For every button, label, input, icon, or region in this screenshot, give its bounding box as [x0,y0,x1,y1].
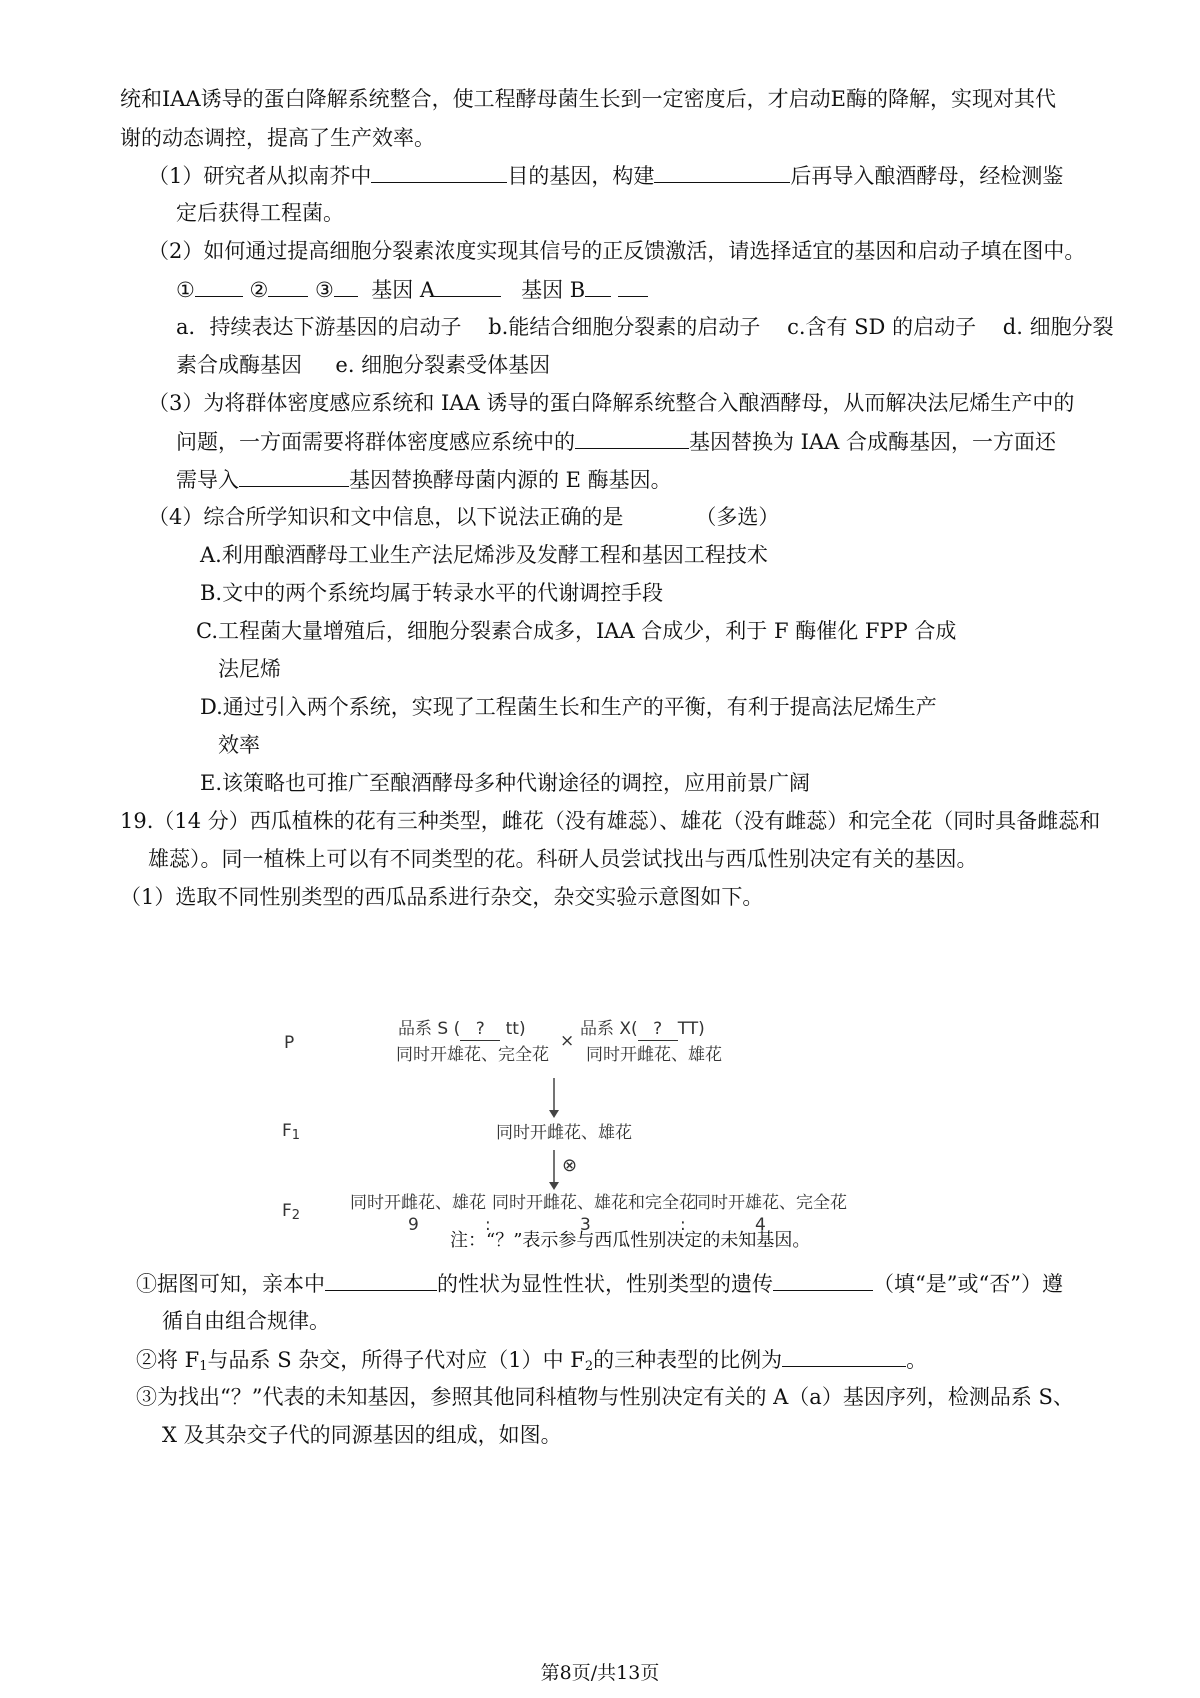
q1-line [148,160,1063,191]
diagram-note: 注：“？”表示参与西瓜性别决定的未知基因。 [450,1230,811,1251]
parent-s-phenotype: 同时开雄花、完全花 [396,1045,549,1065]
self-cross-icon: ⊗ [562,1155,578,1176]
cross-symbol: × [560,1031,575,1051]
parent-x-genotype: 品系 X( ? TT) [580,1019,705,1039]
q2-blank-3-label: ③ [315,278,334,302]
generation-p-label: P [284,1033,295,1053]
parent-s-genotype: 品系 S ( ? tt) [398,1019,526,1039]
q2-gene-b-label: 基因 B [521,278,586,302]
diagram-arrows [290,1000,930,1218]
q1-text-a: （1）研究者从拟南芥中 [148,164,372,188]
q4-option-d-cont: 效率 [218,733,260,757]
q4-option-d: D.通过引入两个系统，实现了工程菌生长和生产的平衡，有利于提高法尼烯生产 [200,695,937,719]
page-number: 第8页/共13页 [540,1662,660,1684]
q2-blank-2[interactable] [268,274,308,297]
q2-option-b: b.能结合细胞分裂素的启动子 [488,315,761,339]
f2-ratio-2: 3 [580,1215,591,1235]
cross-diagram [282,1000,930,1235]
q2-options-line-1 [176,312,1114,342]
q3-line-3 [176,464,672,495]
q19-item-1: ①据图可知，亲本中 的性状为显性性状，性别类型的遗传 （填“是”或“否”）遵 [136,1268,1063,1299]
q3-text-c: 需导入 [176,468,239,492]
q1-text-c: 后再导入酿酒酵母，经检测鉴 [790,164,1064,188]
q4-stem-text: （4）综合所学知识和文中信息，以下说法正确的是 [148,505,624,529]
generation-f1-label: $F_1$ [282,1121,301,1143]
q19-item-1-cont: 循自由组合规律。 [162,1309,330,1333]
q4-multi-label: （多选） [695,505,780,529]
ratio-colon-2: : [680,1215,686,1235]
q19-item-3: ③为找出“？”代表的未知基因，参照其他同科植物与性别决定有关的 A（a）基因序列，检测品系 S、 [136,1385,1074,1409]
q4-stem [148,502,779,532]
q1-blank-1[interactable] [371,160,507,183]
intro-line-2: 谢的动态调控，提高了生产效率。 [120,126,435,150]
q3-line-1: （3）为将群体密度感应系统和 IAA 诱导的蛋白降解系统整合入酿酒酵母，从而解决法尼烯生产中的 [148,391,1075,415]
arrow-p-to-f1-head [549,1110,559,1118]
q2-option-c: c.含有 SD 的启动子 [787,315,977,339]
q3-blank-1[interactable] [575,426,689,449]
q3-text-b: 基因替换为 IAA 合成酶基因，一方面还 [689,430,1056,454]
q2-gene-b-blank-2[interactable] [618,274,648,297]
q2-question: （2）如何通过提高细胞分裂素浓度实现其信号的正反馈激活，请选择适宜的基因和启动子填在图中。 [148,239,1086,263]
q2-gene-a-label: 基因 A [371,278,436,302]
f2-phenotype-3: 同时开雄花、完全花 [694,1193,847,1213]
q2-blank-2-label: ② [249,278,269,302]
ratio-colon-1: : [485,1215,491,1235]
q1-text-b: 目的基因，构建 [507,164,655,188]
q2-option-d-cont: 素合成酶基因 [176,353,302,377]
q19-item-3-cont: X 及其杂交子代的同源基因的组成，如图。 [162,1423,562,1447]
parent-x-phenotype: 同时开雌花、雄花 [586,1045,722,1065]
f1-phenotype: 同时开雌花、雄花 [496,1123,632,1143]
q2-gene-a-blank[interactable] [435,274,501,297]
q1-line-cont: 定后获得工程菌。 [176,201,344,225]
q3-line-2 [176,426,1056,457]
f2-phenotype-1: 同时开雌花、雄花 [350,1193,486,1213]
q2-option-d: d. 细胞分裂 [1002,315,1114,339]
q2-blank-3[interactable] [334,274,358,297]
q2-blank-1-label: ① [176,278,195,302]
q19-item-1-blank-1[interactable] [325,1268,437,1291]
q3-text-a: 问题，一方面需要将群体密度感应系统中的 [176,430,575,454]
q4-option-e: E.该策略也可推广至酿酒酵母多种代谢途径的调控，应用前景广阔 [200,771,811,795]
generation-f2-label: $F_2$ [282,1201,301,1223]
q19-sub-1: （1）选取不同性别类型的西瓜品系进行杂交，杂交实验示意图如下。 [120,885,764,909]
q19-line-1: 19.（14 分）西瓜植株的花有三种类型，雌花（没有雄蕊）、雄花（没有雌蕊）和完全花（同时具备雌蕊和 [120,809,1101,833]
q2-blanks-line [176,274,648,305]
f2-ratio-1: 9 [408,1215,419,1235]
q19-item-2: ②将 $F_1$与品系 S 杂交，所得子代对应（1）中 $F_2$的三种表型的比例为 。 [136,1344,927,1382]
f2-ratio-3: 4 [755,1215,766,1235]
intro-line-1: 统和IAA诱导的蛋白降解系统整合，使工程酵母菌生长到一定密度后，才启动E酶的降解，实现对其代 [120,87,1056,111]
q2-option-e: e. 细胞分裂素受体基因 [335,353,551,377]
q2-options-line-2 [176,350,550,380]
q4-option-b: B.文中的两个系统均属于转录水平的代谢调控手段 [200,581,664,605]
q19-item-2-blank[interactable] [782,1344,906,1367]
f2-phenotype-2: 同时开雌花、雄花和完全花 [492,1193,696,1213]
q2-blank-1[interactable] [195,274,243,297]
q4-option-c-cont: 法尼烯 [218,657,281,681]
arrow-f1-to-f2-head [549,1182,559,1190]
q1-blank-2[interactable] [654,160,790,183]
q4-option-a: A.利用酿酒酵母工业生产法尼烯涉及发酵工程和基因工程技术 [200,543,768,567]
q4-option-c: C.工程菌大量增殖后，细胞分裂素合成多，IAA 合成少，利于 F 酶催化 FPP 合成 [196,619,957,643]
q19-item-1-blank-2[interactable] [773,1268,873,1291]
q3-text-d: 基因替换酵母菌内源的 E 酶基因。 [349,468,672,492]
q3-blank-2[interactable] [239,464,349,487]
q2-gene-b-blank-1[interactable] [585,274,611,297]
q19-line-2: 雄蕊）。同一植株上可以有不同类型的花。科研人员尝试找出与西瓜性别决定有关的基因。 [148,847,978,871]
q2-option-a: a．持续表达下游基因的启动子 [176,315,462,339]
